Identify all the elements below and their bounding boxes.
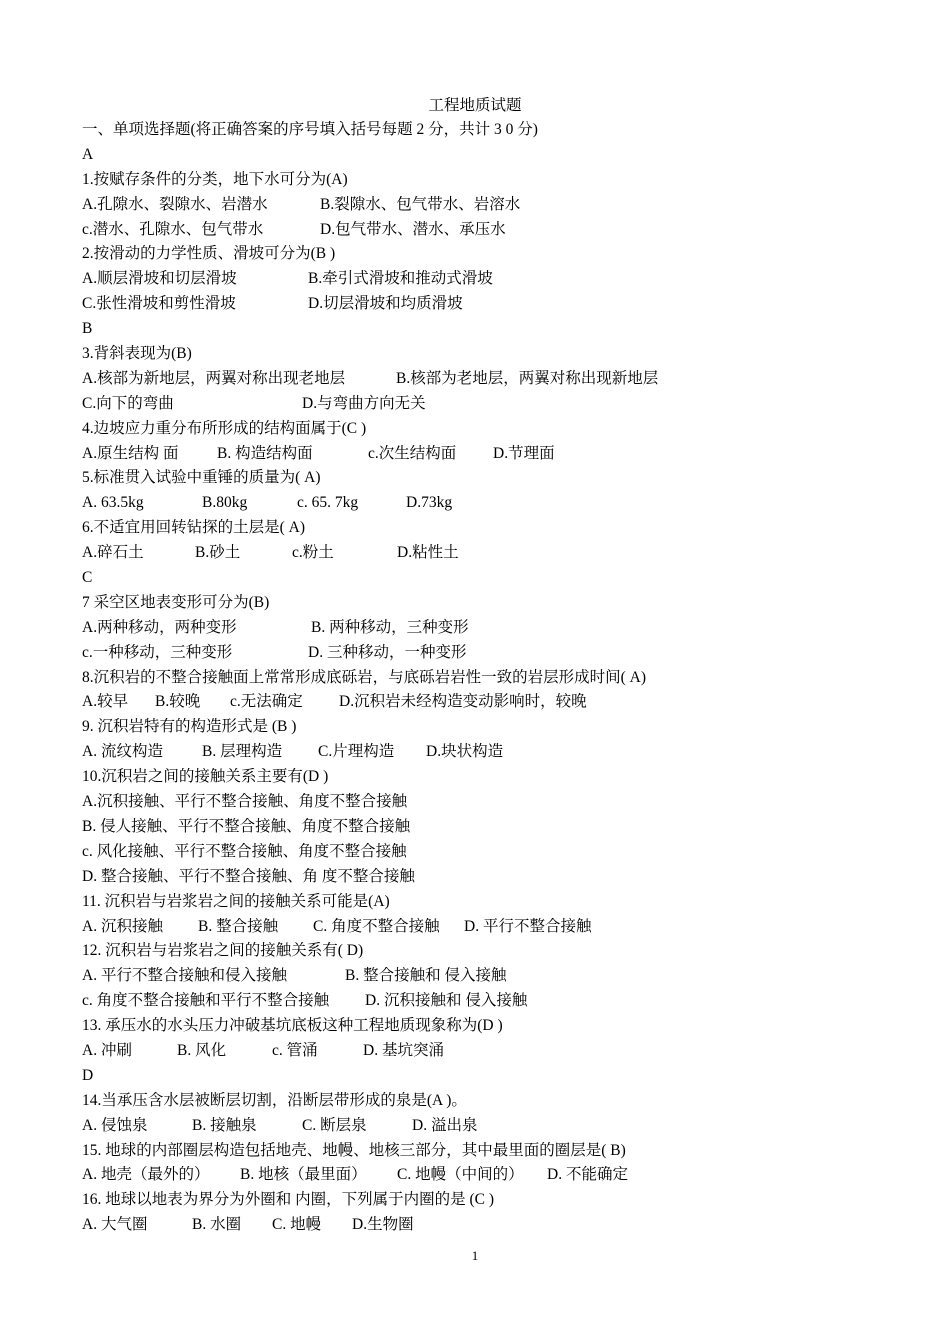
answer-option: D.与弯曲方向无关 (302, 394, 426, 412)
answer-option: B. 地核（最里面） (240, 1166, 367, 1184)
text-line: C (82, 569, 93, 587)
answer-option: D. 不能确定 (547, 1166, 628, 1184)
text-line: 14.当承压含水层被断层切割，沿断层带形成的泉是(A )。 (82, 1091, 467, 1109)
text-line: 6.不适宜用回转钻探的土层是( A) (82, 519, 306, 537)
answer-option: D. 平行不整合接触 (464, 917, 592, 935)
options-line (82, 1039, 912, 1064)
text-line: 16. 地球以地表为界分为外圈和 内圈，下列属于内圈的是 (C ) (82, 1191, 495, 1209)
answer-option: D.生物圈 (352, 1216, 414, 1234)
answer-option: c.次生结构面 (368, 444, 457, 462)
answer-option: B. 两种移动，三种变形 (311, 618, 469, 636)
options-line (82, 218, 912, 243)
text-line: A (82, 145, 94, 163)
options-line (82, 989, 912, 1014)
answer-option: B. 接触泉 (192, 1116, 257, 1134)
answer-option: C. 地幔 (272, 1216, 322, 1234)
answer-option: A. 流纹构造 (82, 743, 163, 761)
options-line (82, 964, 912, 989)
answer-option: A. 大气圈 (82, 1216, 148, 1234)
answer-option: B.砂土 (195, 544, 241, 562)
document-title: 工程地质试题 (428, 97, 522, 114)
answer-option: B. 整合接触和 侵入接触 (345, 967, 507, 985)
answer-option: C. 断层泉 (302, 1116, 367, 1134)
answer-option: B.较晚 (155, 693, 201, 711)
text-line: c. 风化接触、平行不整合接触、角度不整合接触 (82, 842, 407, 860)
answer-option: B. 整合接触 (198, 917, 279, 935)
answer-option: A.核部为新地层，两翼对称出现老地层 (82, 369, 346, 387)
answer-option: B. 构造结构面 (217, 444, 313, 462)
text-line: 5.标准贯入试验中重锤的质量为( A) (82, 469, 321, 487)
answer-option: c. 65. 7kg (297, 494, 359, 512)
answer-option: D.切层滑坡和均质滑坡 (308, 295, 463, 313)
options-line (82, 740, 912, 765)
answer-option: C. 角度不整合接触 (313, 917, 440, 935)
options-line (82, 1163, 912, 1188)
answer-option: D.粘性土 (397, 544, 459, 562)
answer-option: A.碎石土 (82, 544, 144, 562)
answer-option: c.一种移动，三种变形 (82, 643, 233, 661)
document-body (82, 118, 912, 1238)
answer-option: D. 基坑突涌 (363, 1041, 444, 1059)
answer-option: B. 水圈 (192, 1216, 242, 1234)
answer-option: c.潜水、孔隙水、包气带水 (82, 220, 264, 238)
answer-option: D.包气带水、潜水、承压水 (320, 220, 506, 238)
text-line: 2.按滑动的力学性质、滑坡可分为(B ) (82, 245, 336, 263)
answer-option: C. 地幔（中间的） (397, 1166, 524, 1184)
page-number: 1 (471, 1248, 479, 1263)
options-line (82, 267, 912, 292)
options-line (82, 915, 912, 940)
text-line: 15. 地球的内部圈层构造包括地壳、地幔、地核三部分，其中最里面的圈层是( B) (82, 1141, 626, 1159)
text-line: 1.按赋存条件的分类，地下水可分为(A) (82, 170, 348, 188)
answer-option: B.裂隙水、包气带水、岩溶水 (320, 195, 521, 213)
answer-option: A. 侵蚀泉 (82, 1116, 148, 1134)
answer-option: B.80kg (202, 494, 248, 512)
answer-option: D.73kg (406, 494, 453, 512)
answer-option: A.原生结构 面 (82, 444, 179, 462)
answer-option: c.粉土 (292, 544, 334, 562)
options-line (82, 1114, 912, 1139)
answer-option: A.孔隙水、裂隙水、岩潜水 (82, 195, 268, 213)
answer-option: C.向下的弯曲 (82, 394, 174, 412)
text-line: 8.沉积岩的不整合接触面上常常形成底砾岩，与底砾岩岩性一致的岩层形成时间( A) (82, 668, 647, 686)
options-line (82, 392, 912, 417)
answer-option: c. 管涌 (272, 1041, 318, 1059)
text-line: 12. 沉积岩与岩浆岩之间的接触关系有( D) (82, 942, 364, 960)
answer-option: D. 三种移动，一种变形 (308, 643, 467, 661)
text-line: B (82, 320, 93, 338)
options-line (82, 641, 912, 666)
text-line: 4.边坡应力重分布所形成的结构面属于(C ) (82, 419, 367, 437)
text-line: 7 采空区地表变形可分为(B) (82, 593, 270, 611)
text-line: 一、单项选择题(将正确答案的序号填入括号每题 2 分，共计 3 0 分) (82, 121, 538, 138)
answer-option: C.张性滑坡和剪性滑坡 (82, 295, 236, 313)
text-line: A.沉积接触、平行不整合接触、角度不整合接触 (82, 793, 408, 811)
answer-option: D. 溢出泉 (412, 1116, 478, 1134)
options-line (82, 491, 912, 516)
text-line: 10.沉积岩之间的接触关系主要有(D ) (82, 768, 329, 786)
answer-option: D.沉积岩未经构造变动影响时，较晚 (339, 693, 587, 711)
answer-option: A. 沉积接触 (82, 917, 163, 935)
answer-option: D.块状构造 (426, 743, 504, 761)
options-line (82, 1213, 912, 1238)
answer-option: A. 地壳（最外的） (82, 1166, 210, 1184)
answer-option: A. 冲刷 (82, 1041, 132, 1059)
answer-option: B.核部为老地层，两翼对称出现新地层 (396, 369, 659, 387)
answer-option: B. 风化 (177, 1041, 227, 1059)
answer-option: D.节理面 (493, 444, 555, 462)
options-line (82, 690, 912, 715)
answer-option: A.两种移动，两种变形 (82, 618, 237, 636)
answer-option: A.较早 (82, 693, 129, 711)
options-line (82, 616, 912, 641)
answer-option: c.无法确定 (230, 693, 303, 711)
text-line: 9. 沉积岩特有的构造形式是 (B ) (82, 718, 297, 736)
options-line (82, 367, 912, 392)
options-line (82, 541, 912, 566)
options-line (82, 292, 912, 317)
answer-option: c. 角度不整合接触和平行不整合接触 (82, 992, 330, 1010)
answer-option: A. 平行不整合接触和侵入接触 (82, 967, 287, 985)
answer-option: A.顺层滑坡和切层滑坡 (82, 270, 237, 288)
text-line: 13. 承压水的水头压力冲破基坑底板这种工程地质现象称为(D ) (82, 1017, 503, 1035)
text-line: D. 整合接触、平行不整合接触、角 度不整合接触 (82, 867, 415, 885)
text-line: D (82, 1066, 94, 1084)
answer-option: A. 63.5kg (82, 494, 144, 512)
options-line (82, 193, 912, 218)
answer-option: B. 层理构造 (202, 743, 283, 761)
text-line: 11. 沉积岩与岩浆岩之间的接触关系可能是(A) (82, 892, 390, 910)
options-line (82, 442, 912, 467)
answer-option: D. 沉积接触和 侵入接触 (365, 992, 528, 1010)
text-line: B. 侵人接触、平行不整合接触、角度不整合接触 (82, 817, 411, 835)
answer-option: B.牵引式滑坡和推动式滑坡 (308, 270, 493, 288)
text-line: 3.背斜表现为(B) (82, 345, 192, 363)
answer-option: C.片理构造 (318, 743, 395, 761)
